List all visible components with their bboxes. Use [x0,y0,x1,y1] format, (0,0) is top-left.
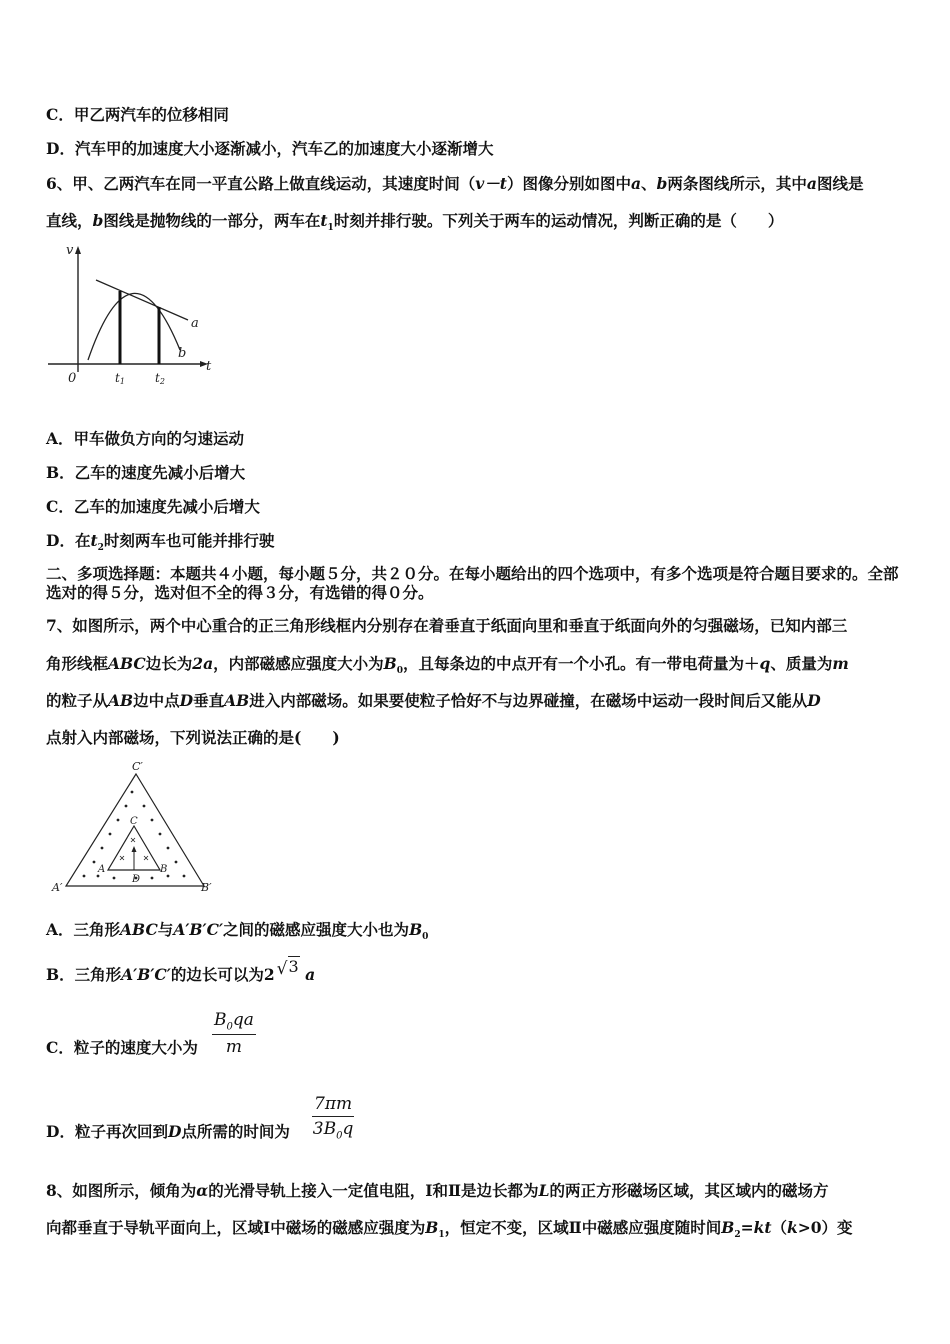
q5-option-c: C．甲乙两汽车的位移相同 [46,105,229,124]
label-outer-left: A′ [52,881,63,894]
t1-label: t1 [115,371,125,386]
q6-option-b: B．乙车的速度先减小后增大 [46,463,246,482]
q7-option-d: D．粒子再次回到D点所需的时间为 [46,1122,290,1141]
curve-a-label: a [191,316,199,331]
curve-b [88,293,180,360]
curve-b-label: b [178,346,187,361]
label-inner-right: B [160,864,168,875]
q7-stem-line4: 点射入内部磁场，下列说法正确的是( ) [46,728,340,747]
q7-triangle-figure [48,758,218,898]
label-outer-top: C′ [132,760,143,773]
q7-stem-line1: 7、如图所示，两个中心重合的正三角形线框内分别存在着垂直于纸面向里和垂直于纸面向外的匀强磁场，已知内部三 [46,616,848,635]
q6-vt-graph [44,240,224,390]
q6-option-d: D．在$t_2$时刻两车也可能并排行驶 [46,531,275,554]
velocity-arrowhead [132,846,137,852]
line-a [96,280,188,320]
q8-line1: 8、如图所示，倾角为α的光滑导轨上接入一定值电阻，Ⅰ和Ⅱ是边长都为L的两正方形磁场区域，其区域内的磁场方 [46,1181,829,1200]
sqrt-sign: √ [276,959,288,979]
q7-option-c-fraction: $\frac{B_0qa}{m}$ [214,1010,254,1058]
t2-label: t2 [155,371,165,386]
label-midpoint: D [132,874,141,885]
outer-triangle [66,774,204,886]
section2-header: 二、多项选择题：本题共４小题，每小题５分，共２０分。在每小题给出的四个选项中，有多个选项是符合题目要求的。全部选对的得５分，选对但不全的得３分，有选错的得０分。 [46,564,899,602]
q8-line2: 向都垂直于导轨平面向上，区域Ⅰ中磁场的磁感应强度为$B_1$，恒定不变，区域Ⅱ中磁感应强度随时间$B_2=kt(k>0)$变 [46,1218,853,1241]
q6-option-c: C．乙车的加速度先减小后增大 [46,497,260,516]
q7-option-a: A．三角形ABC与A′B′C′之间的磁感应强度大小也为$B_0$ [46,920,429,943]
q7-stem-line2: 角形线框ABC边长为2a，内部磁感应强度大小为$B_0$，且每条边的中点开有一个小孔。有一带电荷量为＋q、质量为m [46,654,849,677]
q6-option-a: A．甲车做负方向的匀速运动 [46,429,245,448]
origin-label: 0 [68,371,77,386]
label-inner-top: C [130,816,138,827]
axis-t-label: t [206,359,212,374]
q7-stem-line3: 的粒子从AB边中点D垂直AB进入内部磁场。如果要使粒子恰好不与边界碰撞，在磁场中运动一段时间后又能从D [46,691,821,710]
q7-option-d-fraction: $\frac{7\pi m}{3B_0q}$ [312,1094,354,1142]
label-inner-left: A [98,864,106,875]
label-outer-right: B′ [201,881,212,894]
q6-stem-line2: 直线，b图线是抛物线的一部分，两车在$t_1$时刻并排行驶。下列关于两车的运动情况，判断正确的是（ ） [46,211,784,234]
q7-option-c: C．粒子的速度大小为 [46,1038,198,1057]
q5-option-d: D．汽车甲的加速度大小逐渐减小，汽车乙的加速度大小逐渐增大 [46,139,494,158]
q6-stem-line1: 6、甲、乙两汽车在同一平直公路上做直线运动，其速度时间（v－t）图像分别如图中a、b两条图线所示，其中a图线是 [46,174,864,193]
q7-option-b: B．三角形A′B′C′的边长可以为2 √3 a [46,957,316,984]
v-axis-arrow [75,246,81,254]
axis-v-label: v [66,243,74,258]
